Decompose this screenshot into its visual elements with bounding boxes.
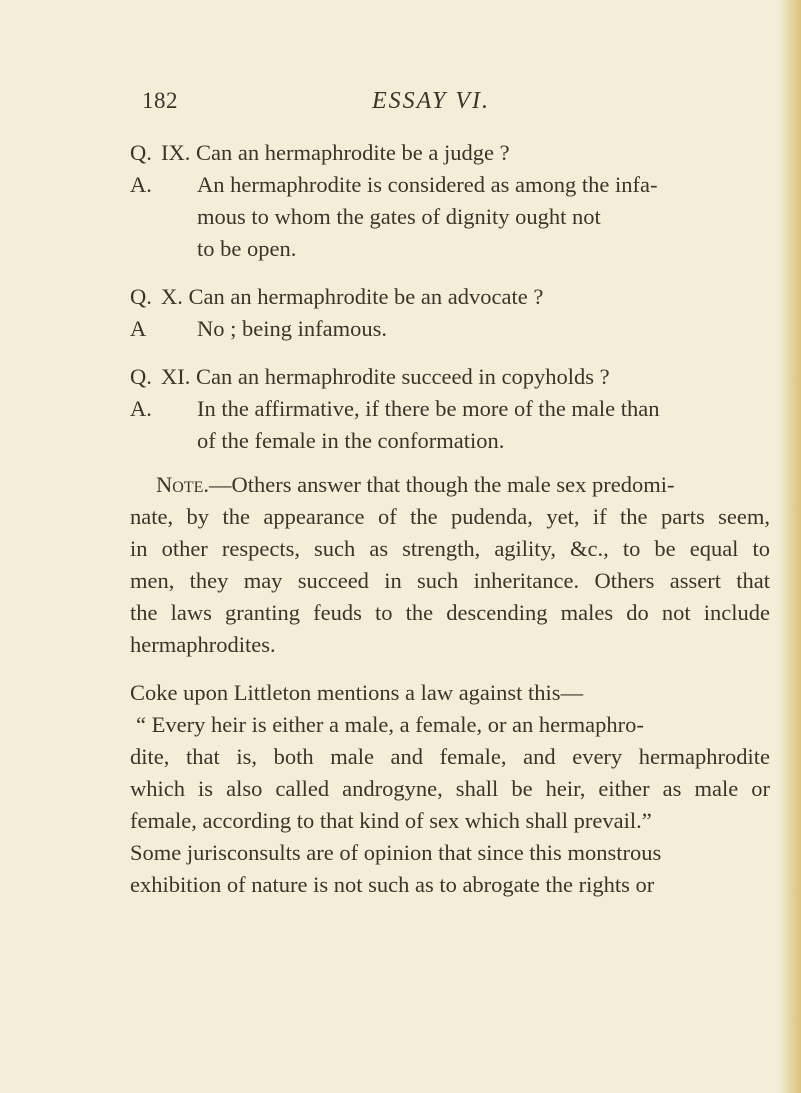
- q-marker: Q.: [130, 284, 152, 309]
- question-text: X. Can an hermaphrodite be an advocate ?: [161, 284, 544, 309]
- note-line: men, they may succeed in such inheritance. Others assert that: [130, 568, 770, 593]
- coke-intro: Coke upon Littleton mentions a law against this—: [130, 680, 584, 705]
- page-header: [0, 88, 801, 118]
- final-line: exhibition of nature is not such as to abrogate the rights or: [130, 872, 655, 897]
- page-edge-shading: [779, 0, 801, 1093]
- a-marker: A: [130, 316, 147, 341]
- page-number: 182: [142, 88, 178, 113]
- answer-line: No ; being infamous.: [197, 316, 387, 341]
- note-line: hermaphrodites.: [130, 632, 276, 657]
- note-text: —Others answer that though the male sex predomi-: [208, 472, 675, 497]
- coke-paragraph: [130, 677, 770, 837]
- note-paragraph: [130, 469, 770, 661]
- coke-quote-line: female, according to that kind of sex which shall prevail.”: [130, 808, 652, 833]
- final-line: Some jurisconsults are of opinion that since this monstrous: [130, 840, 662, 865]
- answer-line: mous to whom the gates of dignity ought not: [197, 204, 601, 229]
- note-line: in other respects, such as strength, agility, &c., to be equal to: [130, 536, 770, 561]
- qa-block-ix: [130, 137, 770, 265]
- coke-quote-line: dite, that is, both male and female, and every hermaphrodite: [130, 744, 770, 769]
- qa-block-xi: [130, 361, 770, 457]
- answer-line: of the female in the conformation.: [197, 428, 505, 453]
- coke-quote-line: “ Every heir is either a male, a female, or an hermaphro-: [136, 712, 644, 737]
- note-line: the laws granting feuds to the descending males do not include: [130, 600, 770, 625]
- coke-quote-line: which is also called androgyne, shall be heir, either as male or: [130, 776, 770, 801]
- q-marker: Q.: [130, 364, 152, 389]
- running-title: ESSAY VI.: [372, 88, 490, 114]
- answer-line: An hermaphrodite is considered as among the infa-: [197, 172, 658, 197]
- a-marker: A.: [130, 172, 152, 197]
- question-text: XI. Can an hermaphrodite succeed in copyholds ?: [161, 364, 610, 389]
- note-label: Note.: [156, 472, 209, 497]
- question-text: IX. Can an hermaphrodite be a judge ?: [161, 140, 510, 165]
- q-marker: Q.: [130, 140, 152, 165]
- qa-block-x: [130, 281, 770, 345]
- note-line: nate, by the appearance of the pudenda, yet, if the parts seem,: [130, 504, 770, 529]
- answer-line: In the affirmative, if there be more of the male than: [197, 396, 660, 421]
- note-first-line: [130, 469, 770, 501]
- final-paragraph: [130, 837, 770, 901]
- answer-line: to be open.: [197, 236, 297, 261]
- a-marker: A.: [130, 396, 152, 421]
